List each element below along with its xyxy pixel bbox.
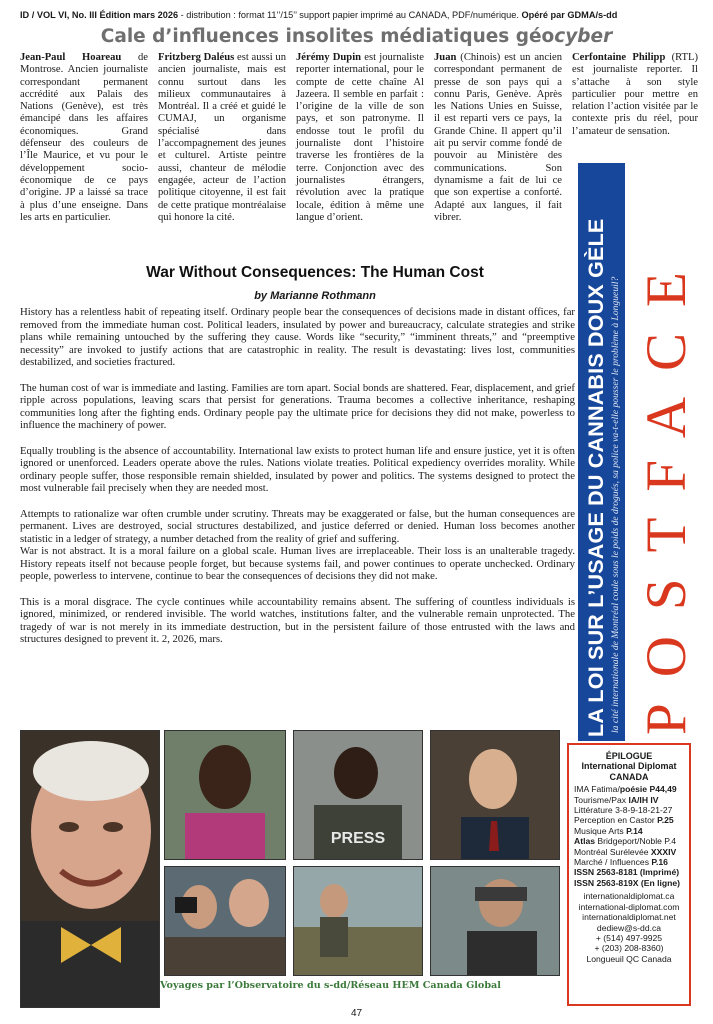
contact-line[interactable]: dediew@s-dd.ca: [596, 922, 662, 933]
issue-prefix: ID / VOL VI, No. III Édition mars 2026: [20, 10, 179, 20]
contact-line: Longueuil QC Canada: [586, 953, 672, 964]
photo-field-reporter: [293, 866, 423, 976]
bio-column-4: [434, 52, 562, 224]
bio-name: Jérémy Dupin: [296, 52, 362, 63]
epilogue-country: CANADA: [609, 771, 649, 782]
photo-camera-crew: [164, 866, 286, 976]
epilogue-entry: [574, 795, 689, 805]
contact-line: + (514) 497-9925: [595, 932, 663, 943]
epilogue-entry: [574, 784, 689, 794]
article-title: War Without Consequences: The Human Cost: [146, 264, 484, 281]
banner-subline: la cité internationale de Montréal coule sous le poids de drogués, sa police va-t-elle pousser le problème à Longueuil?: [610, 276, 621, 733]
article-paragraph: War is not abstract. It is a moral failure on a global scale. Human lives are irreplaceable. Their loss is an unalterable tragedy. History repeats itself not because people forget, but because systems fail, and power continues to operate unchecked. Ordinary people, powerless to intervene, continue to bear the consequences of decisions they did not make.: [20, 545, 575, 583]
article-byline: by Marianne Rothmann: [254, 290, 376, 302]
subtitle-accent: cyber: [554, 26, 613, 47]
photo-portrait-hoareau: [20, 730, 160, 1008]
epilogue-entry: [574, 847, 689, 857]
article-body: [20, 306, 575, 659]
bio-column-2: [158, 52, 286, 224]
entry-value: poésie P44,49: [619, 784, 677, 795]
issn-online: ISSN 2563-819X (En ligne): [574, 877, 681, 888]
photo-daleus: [164, 730, 286, 860]
article-paragraph: Attempts to rationalize war often crumble under scrutiny. Threats may be exaggerated or false, but the human consequences are permanent. Lives are destroyed, social structures destabilized, and justice deferred or denied. Human loss becomes another statistic in a ledger of strategy, a number detached from the reality of grief and suffering.: [20, 507, 575, 545]
contact-line[interactable]: internationaldiplomat.net: [582, 912, 676, 923]
epilogue-contacts: [569, 891, 689, 964]
entry-value: XXXIV: [650, 846, 677, 857]
epilogue-entry: [574, 857, 689, 867]
photo-caption: Voyages par l’Observatoire du s-dd/Réseau HEM Canada Global: [160, 980, 501, 991]
entry-value: IA/IH IV: [628, 794, 659, 805]
distribution-text: - distribution : format 11’’/15’’ support papier imprimé au CANADA, PDF/numérique.: [178, 10, 522, 20]
entry-label: Montréal Surélevée: [574, 846, 651, 857]
entry-value: Bridgeport/Noble P.4: [597, 836, 677, 847]
bio-text: (Chinois) est un ancien correspondant permanent de presse de son pays qui a connu Paris, Genève. Après les Nations Unies en Suisse, il est reparti vers ce pays, la Grande Chine. Il appert qu’il ait pu servir comme fondé de pouvoir au Ministère des communications. Son dynamisme a fait de lui ce que son expertise a conforté. Adapté aux langues, il fait vibrer.: [434, 52, 562, 223]
entry-label: Atlas: [574, 836, 598, 847]
bio-name: Jean-Paul Hoareau: [20, 52, 122, 63]
epilogue-entry: [574, 805, 689, 815]
portrait-image: [21, 731, 159, 1007]
portrait-image: [294, 867, 422, 975]
banner-blue-strip: [578, 163, 625, 741]
bio-column-5: [572, 52, 698, 138]
entry-value: P.16: [651, 857, 668, 868]
bio-column-1: [20, 52, 148, 224]
bio-text: de Montrose. Ancien journaliste correspondant permanent accrédité aux Palais des Nations (Genève), est très émancipé dans les affaires économiques. Grand défenseur des couleurs de l’Île Maurice, et vu pour le développement socio-économique de ce pays d’origine. JP a laissé sa trace à plus d’une enseigne. Dans les arts en particulier.: [20, 52, 148, 223]
portrait-image: [165, 731, 285, 859]
entry-label: Marché / Influences: [574, 857, 652, 868]
entry-label: Tourisme/Pax: [574, 794, 629, 805]
postface-banner: [578, 163, 698, 741]
portrait-image: [431, 867, 559, 975]
bio-text: (RTL) est journaliste reporter. Il s’attache à son style particulier pour mettre en relation l’action visitée par le contexte pris du réel, pour l’amateur de sensation.: [572, 52, 698, 137]
bio-text: est aussi un ancien journaliste, mais est connu surtout dans les milieux communautaires à Montréal. Il a créé et guidé le CUMAJ, un organisme spécialisé dans l’accompagnement des jeunes et culturel. Artiste peintre aussi, chanteur de mélodie engagée, acteur de l’action politique citoyenne, il est fait de cette pratique montréalaise qui honore la cité.: [158, 52, 286, 223]
bio-name: Fritzberg Daléus: [158, 52, 235, 63]
epilogue-entry: [574, 815, 689, 825]
entry-label: Perception en Castor: [574, 815, 658, 826]
portrait-image: [165, 867, 285, 975]
subtitle-main: Cale d’influences insolites médiatiques géo: [100, 26, 555, 47]
entry-label: Musique Arts: [574, 825, 627, 836]
entry-label: IMA Fatima/: [574, 784, 620, 795]
operator-text: Opéré par GDMA/s-dd: [521, 10, 618, 20]
article-paragraph: The human cost of war is immediate and lasting. Families are torn apart. Social bonds are shattered. Fear, displacement, and grief ripple across populations, leaving scars that persist for generations. Trauma becomes a collective inheritance, reshaping communities long after the fighting ends. Ordinary people pay the ultimate price for decisions they did not make, powerless to influence the machinery of power.: [20, 381, 575, 432]
entry-value: P.25: [657, 815, 674, 826]
issn-print: ISSN 2563-8181 (Imprimé): [574, 867, 680, 878]
contact-line: + (203) 208-8360): [594, 943, 664, 954]
bio-name: Juan: [434, 52, 457, 63]
entry-label: Littérature 3-8-9-18-21-27: [574, 805, 673, 816]
portrait-image: [431, 731, 559, 859]
bio-text: est journaliste reporter international, pour le compte de cette chaîne Al Jazeera. Il semble en parfait : l’origine de la ville de son pays, et son patronyme. Il endosse tout le profil du journaliste dont l’histoire traverse les frontières de la terre. Conjonction avec des journalistes étrangers, révolution avec la pratique locale, édition à même une langue d’orient.: [296, 52, 424, 223]
epilogue-title: ÉPILOGUE: [605, 751, 653, 761]
bio-column-3: [296, 52, 424, 224]
article-paragraph: Equally troubling is the absence of accountability. International law exists to protect human life and ensure justice, yet it is often ignored or unenforced. Leaders operate above the rules. Nations violate treaties. Political expediency overrides morality. While ordinary people suffer, those responsible remain shielded, insulated by power and politics. The systems designed to protect the most vulnerable fail precisely when they are needed most.: [20, 444, 575, 495]
press-label: PRESS: [330, 830, 386, 847]
contact-line[interactable]: international-diplomat.com: [578, 901, 680, 912]
photo-juan: [430, 730, 560, 860]
entry-value: P.14: [626, 825, 643, 836]
contact-line[interactable]: internationaldiplomat.ca: [583, 891, 675, 902]
epilogue-publication: International Diplomat: [581, 761, 677, 772]
epilogue-contents: [569, 784, 689, 888]
banner-headline: LA LOI SUR L’USAGE DU CANNABIS DOUX GÈLE: [584, 218, 608, 737]
article-paragraph: This is a moral disgrace. The cycle continues while accountability remains absent. The suffering of countless individuals is ignored, minimized, or rendered invisible. The world watches, institutions falter, and the vulnerable remain unprotected. The tragedy of war is not merely in its immediate destruction, but in the persistent failure of those entrusted with the laws and structures designed to prevent it. 2, 2026, mars.: [20, 595, 575, 646]
article-paragraph: History has a relentless habit of repeating itself. Ordinary people bear the consequences of decisions made in distant offices, far removed from the immediate human cost. Political leaders, insulated by power and bureaucracy, calculate strategies and strike plans while remaining untouched by the suffering they cause. Words like “security,” “imminent threats,” and “preemptive necessity” are invoked to justify actions that are catastrophic in reality. The result is devastating: lives lost, communities destabilized, and societies fractured.: [20, 306, 575, 369]
bio-name: Cerfontaine Philipp: [572, 52, 666, 63]
issue-header: [20, 10, 700, 20]
epilogue-entry: [574, 826, 689, 836]
section-subtitle: [0, 26, 713, 47]
photo-dupin-press: [293, 730, 423, 860]
page-number: 47: [350, 1008, 363, 1019]
postface-title: POSTFACE: [635, 246, 698, 735]
photo-cerfontaine: [430, 866, 560, 976]
epilogue-box: [567, 743, 691, 1006]
epilogue-entry: [574, 836, 689, 846]
portrait-image: [294, 731, 422, 859]
